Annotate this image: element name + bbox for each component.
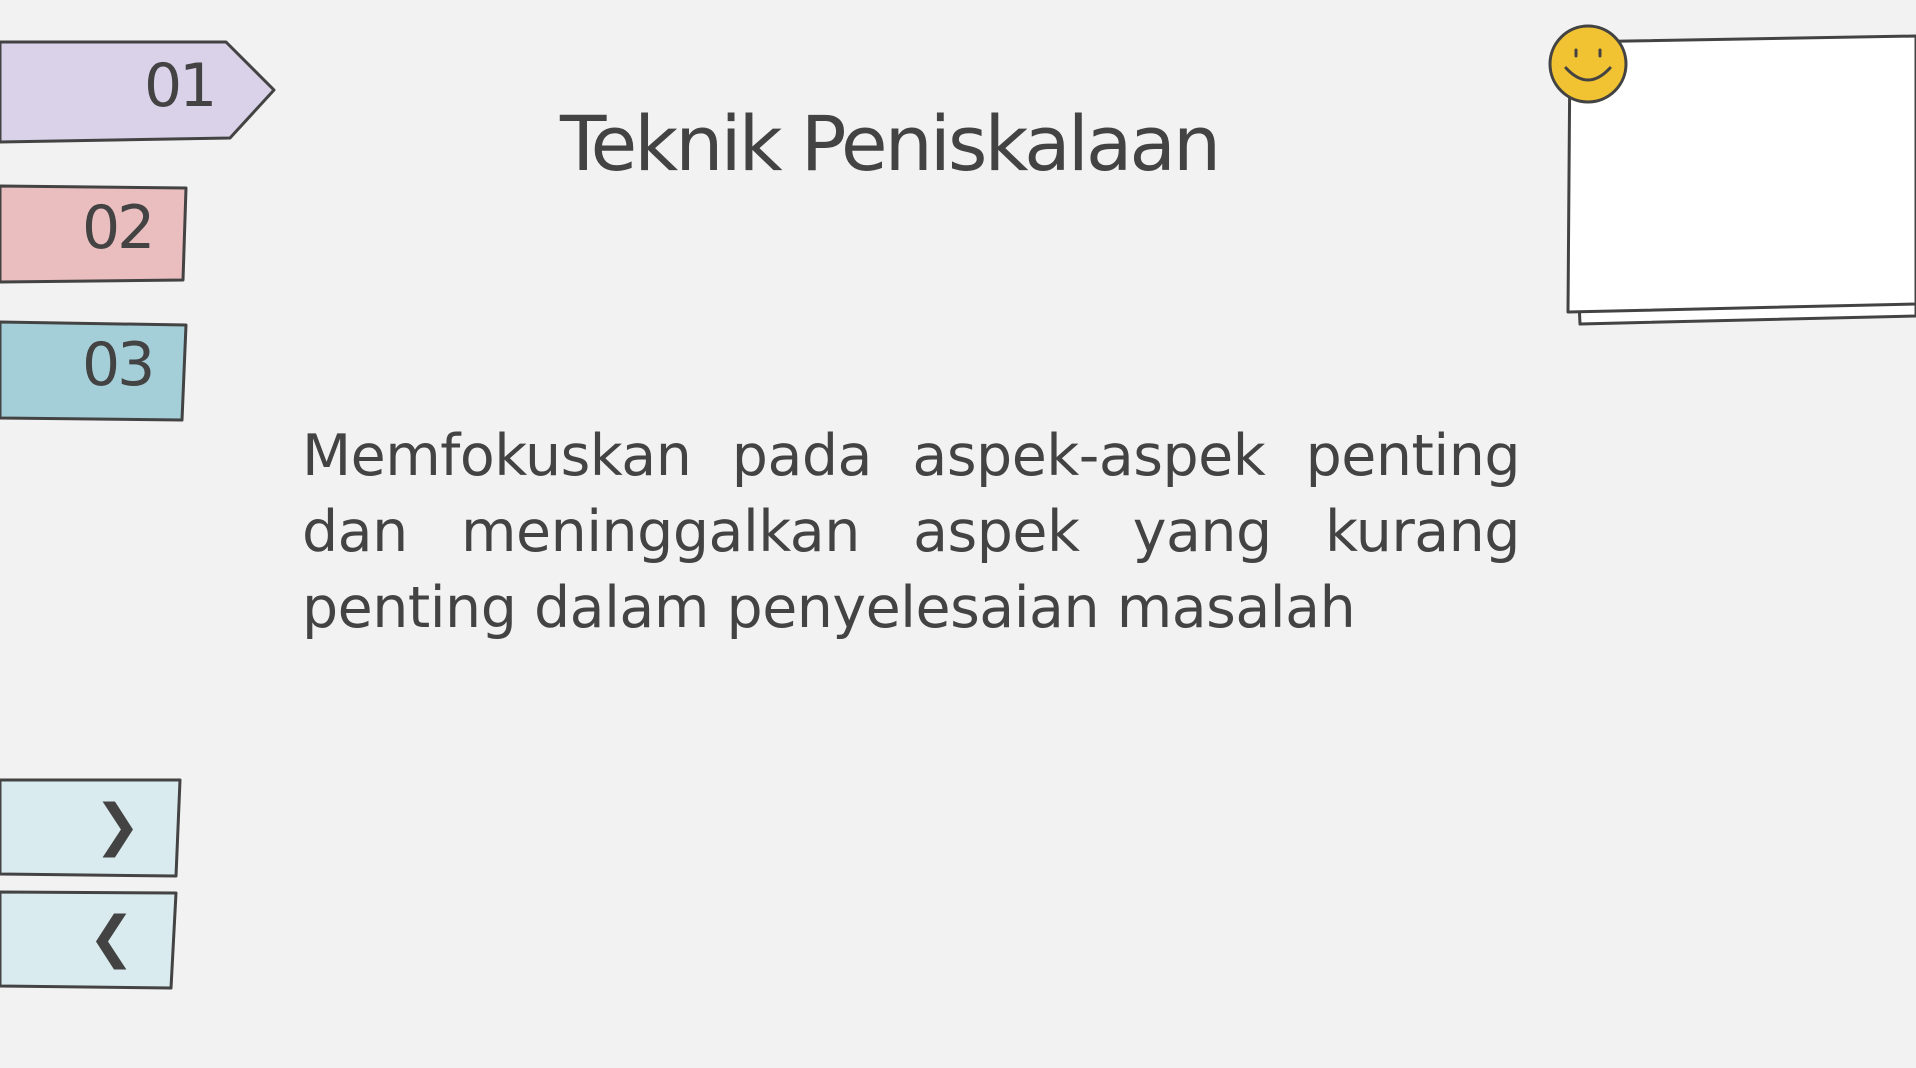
nav-tab-03[interactable]: [0, 320, 190, 422]
nav-tab-02-label: 02: [82, 193, 153, 263]
next-slide-button[interactable]: [0, 778, 185, 880]
nav-tab-02[interactable]: [0, 184, 190, 284]
smiley-face-icon: [1548, 24, 1632, 108]
nav-tab-01-shape: [0, 38, 280, 148]
prev-slide-button[interactable]: [0, 890, 185, 992]
slide-title: Teknik Peniskalaan: [560, 99, 1219, 188]
chevron-left-icon: ❮: [88, 905, 135, 970]
chevron-right-icon: ❯: [94, 793, 141, 858]
nav-tab-01[interactable]: [0, 38, 280, 148]
next-slide-button-shape: [0, 778, 185, 880]
sticky-note: [1560, 20, 1916, 340]
slide-body-text: Memfokuskan pada aspek-aspek penting dan meninggalkan aspek yang kurang penting dalam penyelesaian masalah: [302, 423, 1520, 641]
nav-tab-03-label: 03: [82, 330, 153, 400]
nav-tab-01-label: 01: [144, 51, 215, 121]
